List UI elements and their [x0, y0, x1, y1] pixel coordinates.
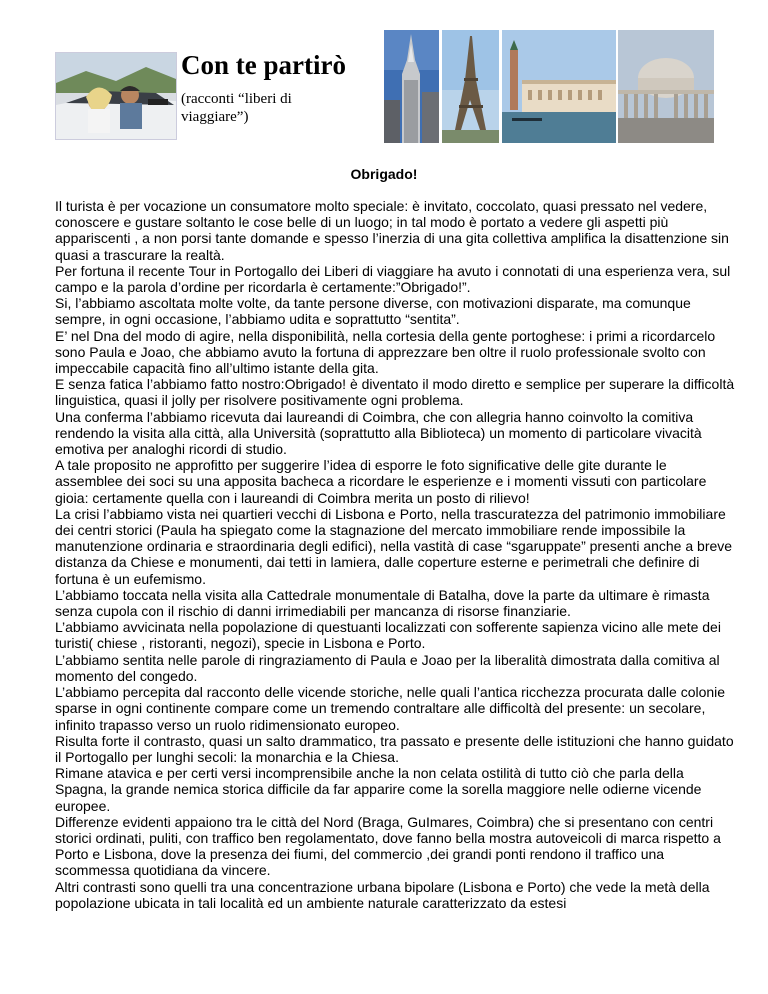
- eiffel-tower-photo: [442, 30, 499, 143]
- paragraph: Una conferma l’abbiamo ricevuta dai laureandi di Coimbra, che con allegria hanno coinvolto la comitiva rendendo la visita alla città, alla Università (soprattutto alla Biblioteca) un momento di particolare vivacità emotiva per analoghi ricordi di studio.: [55, 408, 702, 458]
- paragraph: L’abbiamo toccata nella visita alla Cattedrale monumentale di Batalha, dove la parte da ultimare è rimasta senza cupola con il rischio di danni irrimediabili per mancanza di risorse finanziarie.: [55, 586, 710, 620]
- article-title: Obrigado!: [350, 166, 418, 182]
- venice-photo: [502, 30, 616, 143]
- page-header: [0, 0, 768, 150]
- page-title: Con te partirò: [181, 50, 346, 80]
- paragraph: Risulta forte il contrasto, quasi un salto drammatico, tra passato e presente delle istituzioni che hanno guidato il Portogallo per lunghi secoli: la monarchia e la Chiesa.: [55, 732, 734, 765]
- paragraph: Rimane atavica e per certi versi incomprensibile anche la non celata ostilità di tutto ciò che parla della Spagna, la grande nemica storica difficile da far apparire come la sorella maggiore nelle odierne vicende europee.: [55, 765, 702, 814]
- paragraph: Per fortuna il recente Tour in Portogallo dei Liberi di viaggiare ha avuto i connotati di una esperienza vera, sul campo e la parola d’ordine per ricordarla è certamente:”Obrigado!”.: [55, 262, 731, 296]
- paragraph: L’abbiamo sentita nelle parole di ringraziamento di Paula e Joao per la liberalità dimostrata dalla comitiva al momento del congedo.: [55, 651, 720, 684]
- paragraph: A tale proposito ne approfitto per suggerire l’idea di esporre le foto significative delle gite durante le assemblee dei soci su una apposita bacheca a ricordare le esperienze e i momenti vissuti con particolare gioia: certamente quella con i laureandi di Coimbra merita un posto di rilievo!: [55, 457, 707, 506]
- paragraph: Differenze evidenti appaiono tra le città del Nord (Braga, GuImares, Coimbra) che si presentano con centri storici ordinati, puliti, con traffico ben regolamentato, dove fanno bella mostra autoveicoli di marca rispetto a Porto e Lisbona, dove la presenza dei fiumi, del commercio ,dei grandi ponti rendono il traffico una scommessa quotidiana da vincere.: [55, 813, 721, 879]
- paragraph: Il turista è per vocazione un consumatore molto speciale: è invitato, coccolato, quasi pressato nel vedere, conoscere e gustare soltanto le cose belle di un luogo; in tal modo è portato a vedere gli aspetti più appariscenti , a non porsi tante domande e spesso l’inerzia di una gita collettiva amplifica la disattenzione sin quasi a trascurare la realtà.: [55, 198, 729, 263]
- paragraph: La crisi l’abbiamo vista nei quartieri vecchi di Lisbona e Porto, nella trascuratezza del patrimonio immobiliare dei centri storici (Paula ha spiegato come la stagnazione del mercato immobiliare rende impossibile la manutenzione ordinaria e straordinaria degli edifici), nella vastità di case “sgaruppate” presenti anche a breve distanza da Chiese e monumenti, dai tetti in lamiera, dalle coperture esterne e perimetrali che definire di fortuna è un eufemismo.: [55, 505, 733, 587]
- page-subtitle: (racconti “liberi di viaggiare”): [181, 91, 292, 125]
- paragraph: E senza fatica l’abbiamo fatto nostro:Obrigado! è diventato il modo diretto e semplice per superare la difficoltà linguistica, quasi il jolly per risolvere positivamente ogni problema.: [55, 376, 735, 409]
- article-body: [55, 198, 735, 911]
- paragraph: Si, l’abbiamo ascoltata molte volte, da tante persone diverse, con motivazioni disparate, ma comunque sempre, in ogni occasione, l’abbiamo udita e soprattutto “sentita”.: [55, 295, 691, 328]
- chrysler-building-photo: [384, 30, 439, 143]
- paragraph: Altri contrasti sono quelli tra una concentrazione urbana bipolare (Lisbona e Porto) che vede la metà della popolazione ubicata in tali località ed un ambiente naturale caratterizzato da estesi: [55, 878, 710, 911]
- paragraph: L’abbiamo avvicinata nella popolazione di questuanti localizzati con sofferente sapienza vicino alle mete dei turisti( chiese , ristoranti, negozi), specie in Lisbona e Porto.: [55, 619, 721, 652]
- paragraph: E’ nel Dna del modo di agire, nella disponibilità, nella cortesia della gente portoghese: i primi a ricordarcelo sono Paula e Joao, che abbiamo avuto la fortuna di apprezzare ben oltre il ruolo professionale svolto con impeccabile capacità fino all’ultimo istante della gita.: [55, 327, 716, 377]
- naples-basilica-photo: [618, 30, 714, 143]
- paragraph: L’abbiamo percepita dal racconto delle vicende storiche, nelle quali l’antica ricchezza procurata dalle colonie sparse in ogni continente compare come un tremendo contraltare alle difficoltà del presente: un secolare, infinito trapasso verso un ruolo ridimensionato europeo.: [55, 684, 726, 733]
- car-travelers-photo: [55, 52, 177, 140]
